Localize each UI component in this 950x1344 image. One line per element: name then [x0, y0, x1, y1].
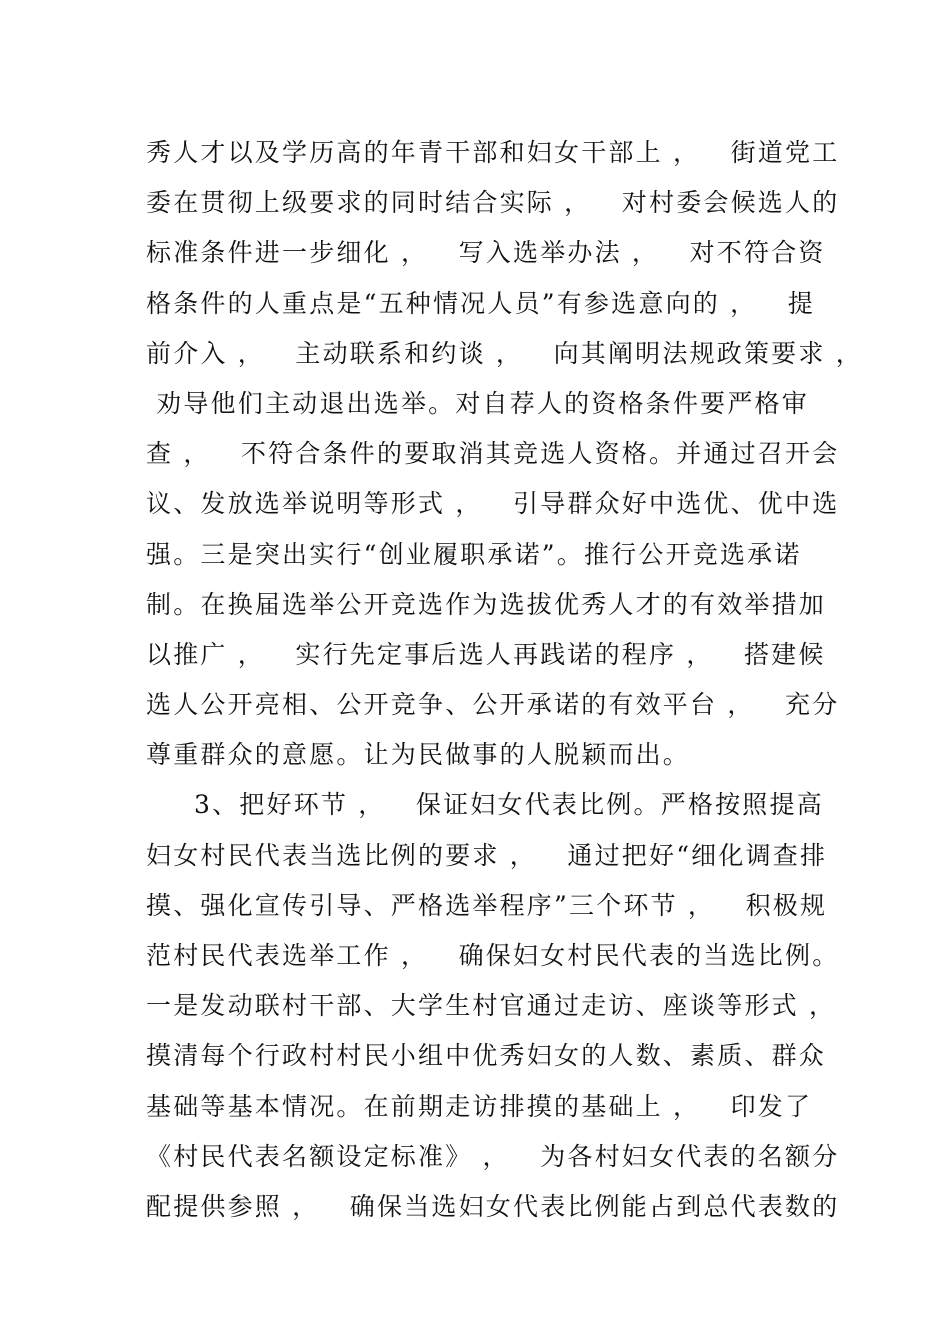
text-line: 秀人才以及学历高的年青干部和妇女干部上 ， 街道党工	[146, 138, 840, 167]
text-line: 格条件的人重点是“五种情况人员”有参选意向的 ， 提	[146, 288, 815, 318]
text-line: 选人公开亮相、公开竞争、公开承诺的有效平台 ， 充分	[146, 690, 840, 720]
paragraph-start-line: 3、把好环节 ， 保证妇女代表比例。严格按照提高	[194, 790, 824, 820]
text-line: 劝导他们主动退出选举。对自荐人的资格条件要严格审	[146, 388, 809, 418]
text-line: 《村民代表名额设定标准》 ， 为各村妇女代表的名额分	[146, 1141, 840, 1171]
text-line: 范村民代表选举工作 ， 确保妇女村民代表的当选比例。	[146, 941, 840, 970]
text-line: 配提供参照 ， 确保当选妇女代表比例能占到总代表数的	[146, 1191, 840, 1221]
text-line: 基础等基本情况。在前期走访排摸的基础上 ， 印发了	[146, 1091, 813, 1121]
text-line: 强。三是突出实行“创业履职承诺”。推行公开竞选承诺	[146, 539, 802, 569]
text-line: 议、发放选举说明等形式 ， 引导群众好中选优、优中选	[146, 489, 840, 519]
text-line: 摸、强化宣传引导、严格选举程序”三个环节 ， 积极规	[146, 890, 828, 920]
text-line: 委在贯彻上级要求的同时结合实际 ， 对村委会候选人的	[146, 188, 840, 218]
text-line: 尊重群众的意愿。让为民做事的人脱颖而出。	[146, 740, 691, 770]
text-line: 标准条件进一步细化 ， 写入选举办法 ， 对不符合资	[146, 238, 826, 268]
text-line: 妇女村民代表当选比例的要求 ， 通过把好“细化调查排	[146, 840, 828, 870]
text-line: 前介入 ， 主动联系和约谈 ， 向其阐明法规政策要求 ，	[146, 338, 863, 368]
body-text	[146, 128, 863, 1232]
text-line: 制。在换届选举公开竞选作为选拔优秀人才的有效举措加	[146, 589, 827, 619]
text-line: 以推广 ， 实行先定事后选人再践诺的程序 ， 搭建候	[146, 639, 826, 669]
text-line: 查 ， 不符合条件的要取消其竞选人资格。并通过召开会	[146, 439, 840, 469]
text-line: 摸清每个行政村村民小组中优秀妇女的人数、素质、群众	[146, 1041, 827, 1071]
text-line: 一是发动联村干部、大学生村官通过走访、座谈等形式 ，	[146, 991, 837, 1021]
